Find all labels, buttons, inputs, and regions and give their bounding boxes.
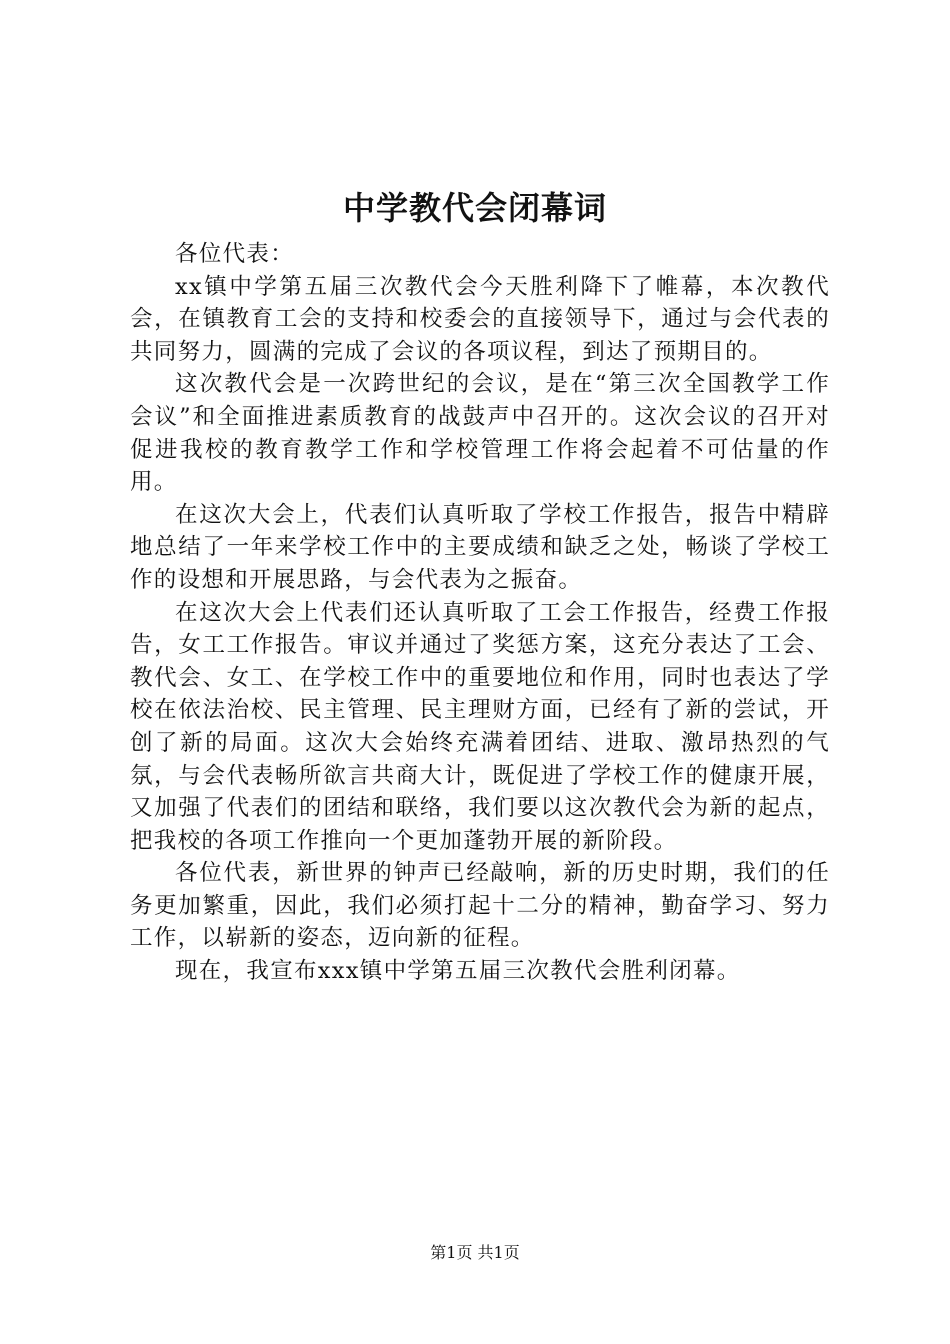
document-title: 中学教代会闭幕词 [342,189,607,227]
paragraph: 在这次大会上，代表们认真听取了学校工作报告，报告中精辟地总结了一年来学校工作中的主要成绩和缺乏之处，畅谈了学校工作的设想和开展思路，与会代表为之振奋。 [130,501,830,593]
paragraph: 各位代表，新世界的钟声已经敲响，新的历史时期，我们的任务更加繁重，因此，我们必须打起十二分的精神，勤奋学习、努力工作，以崭新的姿态，迈向新的征程。 [130,860,830,952]
document-body [130,238,830,988]
paragraph: 在这次大会上代表们还认真听取了工会工作报告，经费工作报告，女工工作报告。审议并通过了奖惩方案，这充分表达了工会、教代会、女工、在学校工作中的重要地位和作用，同时也表达了学校在依法治校、民主管理、民主理财方面，已经有了新的尝试，开创了新的局面。这次大会始终充满着团结、进取、激昂热烈的气氛，与会代表畅所欲言共商大计，既促进了学校工作的健康开展，又加强了代表们的团结和联络，我们要以这次教代会为新的起点，把我校的各项工作推向一个更加蓬勃开展的新阶段。 [130,599,830,854]
paragraph: xx镇中学第五届三次教代会今天胜利降下了帷幕，本次教代会，在镇教育工会的支持和校委会的直接领导下，通过与会代表的共同努力，圆满的完成了会议的各项议程，到达了预期目的。 [130,273,830,365]
paragraph: 现在，我宣布xxx镇中学第五届三次教代会胜利闭幕。 [175,958,741,985]
paragraph: 这次教代会是一次跨世纪的会议，是在“第三次全国教学工作会议”和全面推进素质教育的战鼓声中召开的。这次会议的召开对促进我校的教育教学工作和学校管理工作将会起着不可估量的作用。 [130,371,830,496]
page-footer: 第1页 共1页 [430,1243,520,1262]
salutation: 各位代表： [175,241,295,267]
